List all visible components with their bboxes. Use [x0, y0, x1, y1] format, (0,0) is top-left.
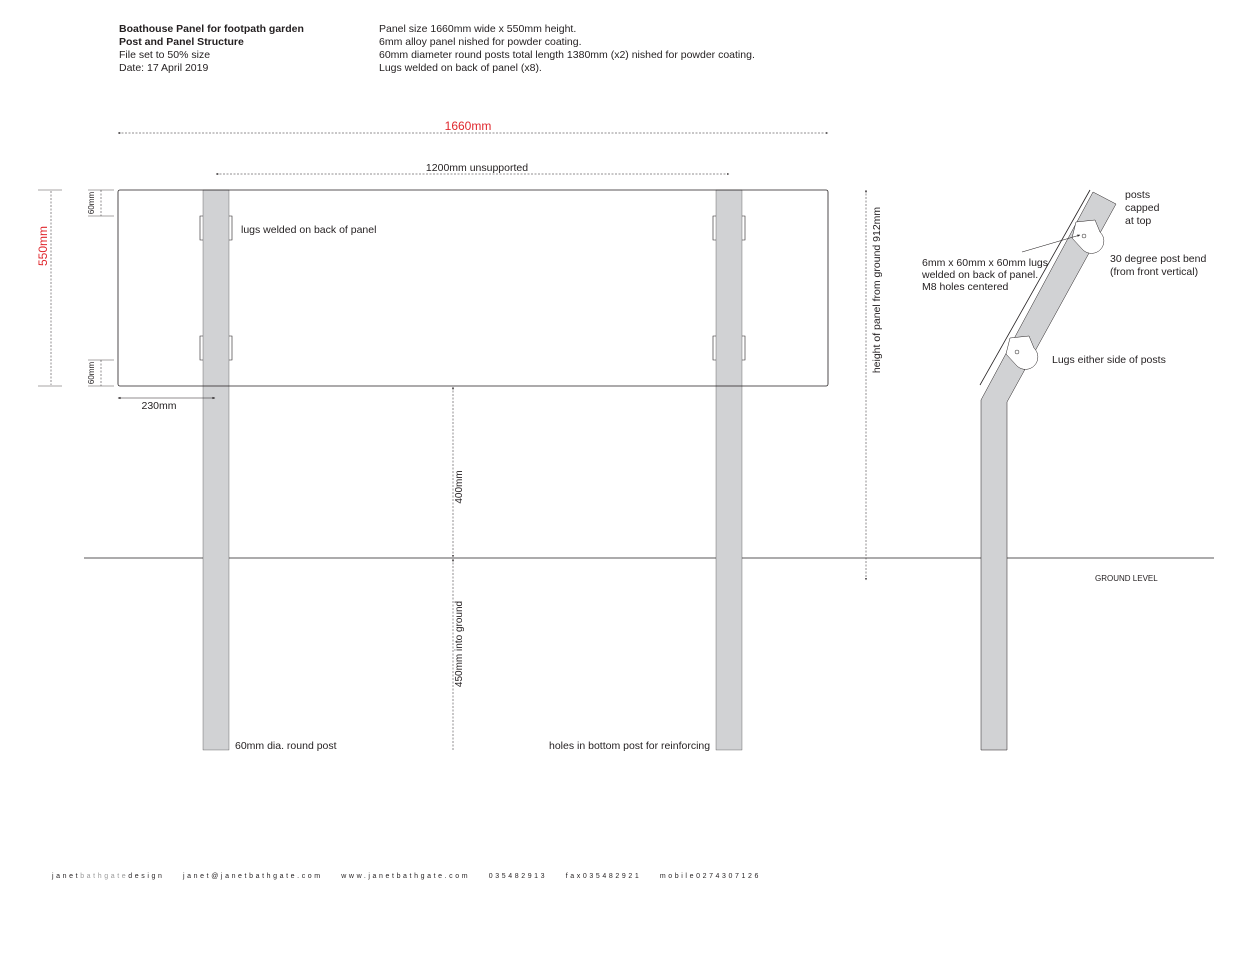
lug-left-bottom-b [229, 336, 232, 360]
spec-line-1: Panel size 1660mm wide x 550mm height. [379, 23, 577, 35]
dim-230-label: 230mm [141, 400, 177, 412]
lug-left-top-b [229, 216, 232, 240]
footer-email: janet@janetbathgate.com [183, 873, 323, 880]
footer-contact [52, 873, 775, 880]
dim-1200-label: 1200mm unsupported [425, 162, 529, 174]
footer-brand-mid: bathgate [80, 873, 129, 880]
footer-web: www.janetbathgate.com [341, 873, 471, 880]
footer-fax: fax035482921 [565, 873, 642, 880]
post-label: 60mm dia. round post [235, 740, 337, 752]
cap-label-1: posts [1125, 189, 1151, 201]
lug-right-top-b [742, 216, 745, 240]
lug-right-bottom-a [713, 336, 716, 360]
dim-1660-label: 1660mm [444, 119, 492, 133]
cap-label-3: at top [1125, 215, 1152, 227]
lug-spec-2: welded on back of panel. [922, 269, 1039, 281]
bend-label-1: 30 degree post bend [1110, 253, 1207, 265]
footer-brand-first: janet [52, 873, 81, 880]
footer-mobile: mobile0274307126 [659, 873, 762, 880]
lug-left-bottom-a [200, 336, 203, 360]
cap-label-2: capped [1125, 202, 1160, 214]
spec-line-4: Lugs welded on back of panel (x8). [379, 62, 542, 74]
lugs-label: lugs welded on back of panel [241, 224, 377, 236]
footer-phone: 035482913 [488, 873, 548, 880]
lug-spec-3: M8 holes centered [922, 281, 1009, 293]
date-note: Date: 17 April 2019 [119, 62, 209, 74]
dim-450-label: 450mm into ground [454, 600, 465, 688]
spec-line-2: 6mm alloy panel nished for powder coating. [379, 36, 582, 48]
drawing-subtitle: Post and Panel Structure [119, 36, 244, 48]
right-post [716, 190, 742, 750]
dim-60-bottom-label: 60mm [87, 361, 96, 385]
dim-400-label: 400mm [454, 470, 465, 504]
lug-right-top-a [713, 216, 716, 240]
lug-spec-1: 6mm x 60mm x 60mm lugs [922, 257, 1049, 269]
lugs-side-label: Lugs either side of posts [1052, 354, 1166, 366]
dim-60-top-label: 60mm [87, 191, 96, 215]
front-lugs [200, 216, 745, 360]
lug-left-top-a [200, 216, 203, 240]
bend-label-2: (from front vertical) [1110, 266, 1199, 278]
holes-label: holes in bottom post for reinforcing [549, 740, 711, 752]
lug-right-bottom-b [742, 336, 745, 360]
scale-note: File set to 50% size [119, 49, 211, 61]
left-post [203, 190, 229, 750]
dim-550-label: 550mm [36, 225, 50, 267]
spec-line-3: 60mm diameter round posts total length 1380mm (x2) nished for powder coating. [379, 49, 755, 61]
ground-level-label: GROUND LEVEL [1095, 574, 1158, 583]
drawing-title: Boathouse Panel for footpath garden [119, 23, 304, 35]
dim-912-label: height of panel from ground 912mm [871, 206, 883, 374]
footer-brand-last: design [128, 873, 165, 880]
